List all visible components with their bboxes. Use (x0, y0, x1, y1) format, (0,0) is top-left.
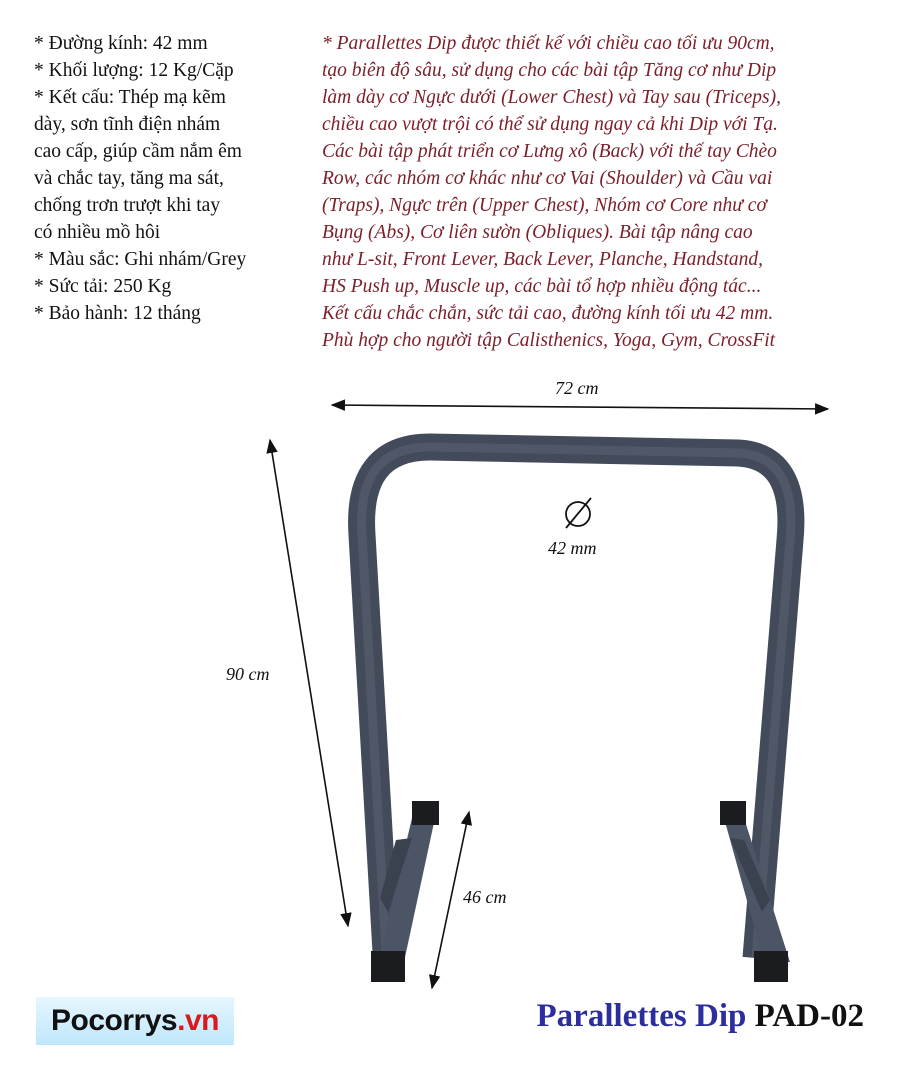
width-label: 72 cm (555, 378, 599, 398)
left-bottom-cap (371, 951, 405, 982)
description-line: Các bài tập phát triển cơ Lưng xô (Back) với thế tay Chèo (322, 141, 777, 162)
description-line: Bụng (Abs), Cơ liên sườn (Obliques). Bài tập nâng cao (322, 222, 753, 243)
spec-line: * Sức tải: 250 Kg (34, 276, 172, 297)
spec-line: có nhiều mồ hôi (34, 222, 161, 243)
description-line: * Parallettes Dip được thiết kế với chiều cao tối ưu 90cm, (322, 33, 775, 54)
depth-label: 46 cm (463, 887, 507, 907)
description-line: Phù hợp cho người tập Calisthenics, Yoga, Gym, CrossFit (322, 330, 776, 351)
diameter-label: 42 mm (548, 538, 597, 558)
description-line: tạo biên độ sâu, sử dụng cho các bài tập Tăng cơ như Dip (322, 60, 777, 81)
width-dimension-arrow (332, 405, 828, 409)
dip-bar-frame (362, 447, 791, 958)
spec-line: chống trơn trượt khi tay (34, 195, 221, 216)
height-dimension-arrow (270, 440, 348, 926)
spec-line: * Kết cấu: Thép mạ kẽm (34, 87, 226, 108)
description-line: Row, các nhóm cơ khác như cơ Vai (Shoulder) và Cầu vai (322, 168, 773, 189)
spec-line: cao cấp, giúp cầm nắm êm (34, 141, 242, 162)
description-line: HS Push up, Muscle up, các bài tổ hợp nhiều động tác... (322, 276, 762, 297)
spec-line: * Bảo hành: 12 tháng (34, 303, 201, 324)
diameter-icon (566, 498, 591, 528)
description-line: làm dày cơ Ngực dưới (Lower Chest) và Tay sau (Triceps), (322, 87, 781, 108)
description-line: Kết cấu chắc chắn, sức tải cao, đường kính tối ưu 42 mm. (322, 303, 774, 324)
description-line: như L-sit, Front Lever, Back Lever, Planche, Handstand, (322, 249, 764, 270)
description-line: chiều cao vượt trội có thể sử dụng ngay cả khi Dip với Tạ. (322, 114, 778, 135)
spec-line: * Màu sắc: Ghi nhám/Grey (34, 249, 247, 270)
left-top-cap (412, 801, 439, 825)
description-line: (Traps), Ngực trên (Upper Chest), Nhóm cơ Core như cơ (322, 195, 767, 216)
brand-logo (36, 997, 234, 1045)
right-bottom-cap (754, 951, 788, 982)
spec-line: * Khối lượng: 12 Kg/Cặp (34, 60, 234, 81)
product-code: PAD-02 (754, 998, 864, 1034)
spec-line: * Đường kính: 42 mm (34, 33, 208, 54)
spec-line: và chắc tay, tăng ma sát, (34, 168, 224, 189)
product-name: Parallettes Dip (536, 998, 747, 1034)
product-title (537, 998, 864, 1035)
brand-domain: .vn (177, 1004, 219, 1037)
right-top-cap (720, 801, 746, 825)
spec-line: dày, sơn tĩnh điện nhám (34, 114, 221, 135)
height-label: 90 cm (226, 664, 270, 684)
brand-name: Pocorrys (51, 1004, 178, 1037)
